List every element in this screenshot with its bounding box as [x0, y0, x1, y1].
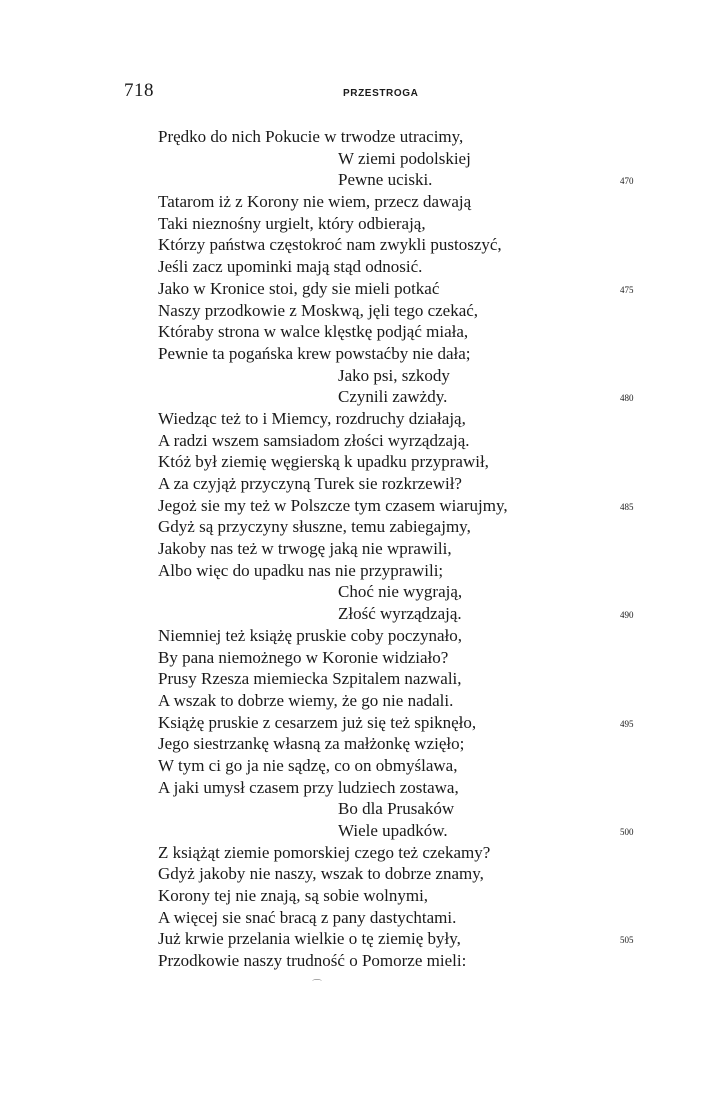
verse-line [0, 495, 720, 517]
verse-line [0, 885, 720, 907]
verse-line [0, 581, 720, 603]
verse-line [0, 950, 720, 972]
verse-line [0, 191, 720, 213]
verse-line [0, 928, 720, 950]
verse-line-text: W ziemi podolskiej [338, 148, 471, 168]
verse-line-text: Przodkowie naszy trudność o Pomorze mieli: [158, 951, 467, 971]
verse-line [0, 647, 720, 669]
running-title: PRZESTROGA [343, 88, 419, 99]
verse-line-text: Wiedząc też to i Miemcy, rozdruchy działają, [158, 408, 466, 428]
verse-line-text: A za czyjąż przyczyną Turek sie rozkrzewił? [158, 474, 462, 493]
verse-line [0, 213, 720, 235]
verse-line-text: Niemniej też książę pruskie coby poczynało, [158, 625, 462, 645]
verse-line-text: Choć nie wygrają, [338, 582, 463, 602]
verse-line-text: Jakoby nas też w trwogę jaką nie wprawili, [158, 539, 452, 559]
line-number: 480 [620, 393, 634, 404]
verse-line-text: A więcej sie snać bracą z pany dastychtami. [158, 907, 457, 927]
verse-line-text: Któraby strona w walce klęstkę podjąć miała, [158, 322, 469, 342]
line-number: 495 [620, 718, 634, 729]
line-number: 470 [620, 176, 634, 187]
line-number: 505 [620, 935, 634, 946]
verse-line [0, 234, 720, 256]
verse-line [0, 733, 720, 755]
verse-line [0, 625, 720, 647]
verse-line-text: Naszy przodkowie z Moskwą, jęli tego czekać, [158, 300, 479, 320]
verse-line [0, 798, 720, 820]
verse-line-text: Bo dla Prusaków [338, 799, 455, 819]
verse-line [0, 712, 720, 734]
verse-line [0, 907, 720, 929]
verse-line-text: W tym ci go ja nie sądzę, co on obmyślawa, [158, 755, 458, 775]
line-number: 485 [620, 501, 634, 512]
verse-line [0, 538, 720, 560]
verse-line-text: Korony tej nie znają, są sobie wolnymi, [158, 886, 429, 906]
verse-line-text: Albo więc do upadku nas nie przyprawili; [158, 560, 444, 580]
verse-line [0, 668, 720, 690]
verse-line [0, 408, 720, 430]
verse-line [0, 863, 720, 885]
verse-line [0, 169, 720, 191]
verse-line [0, 842, 720, 864]
verse-line-text: Książę pruskie z cesarzem już się też spiknęło, [158, 712, 477, 732]
verse-line [0, 321, 720, 343]
verse-line-text: Jeśli zacz upominki mają stąd odnosić. [158, 257, 423, 277]
verse-line-text: Złość wyrządzają. [338, 604, 462, 624]
verse-line-text: Którzy państwa częstokroć nam zwykli pustoszyć, [158, 235, 502, 255]
verse-line-text: Pewne uciski. [338, 170, 433, 190]
verse-line-text: By pana niemożnego w Koronie widziało? [158, 647, 449, 667]
verse-line [0, 451, 720, 473]
page-number: 718 [124, 80, 154, 101]
verse-line [0, 278, 720, 300]
verse-line [0, 690, 720, 712]
verse-line-text: Z książąt ziemie pomorskiej czego też czekamy? [158, 842, 491, 862]
verse-line [0, 473, 720, 495]
verse-line-text: A wszak to dobrze wiemy, że go nie nadali. [158, 690, 454, 710]
verse-line [0, 148, 720, 170]
verse-line-text: Jego siestrzankę własną za małżonkę wzięło; [158, 734, 465, 754]
printer-mark: ⌒ [312, 980, 322, 991]
verse-line-text: Pewnie ta pogańska krew powstaćby nie dała; [158, 343, 471, 363]
verse-line [0, 560, 720, 582]
verse-line [0, 300, 720, 322]
verse-line [0, 755, 720, 777]
line-number: 475 [620, 284, 634, 295]
verse-line [0, 256, 720, 278]
verse-line [0, 603, 720, 625]
verse-line-text: Prusy Rzesza miemiecka Szpitalem nazwali, [158, 669, 462, 689]
verse-line [0, 365, 720, 387]
verse-line [0, 343, 720, 365]
poem-verse [0, 126, 720, 972]
verse-line [0, 126, 720, 148]
verse-line-text: A jaki umysł czasem przy ludziech zostawa, [158, 777, 459, 797]
verse-line-text: Gdyż jakoby nie naszy, wszak to dobrze znamy, [158, 864, 484, 884]
verse-line-text: A radzi wszem samsiadom złości wyrządzają. [158, 430, 470, 450]
verse-line-text: Jako psi, szkody [338, 365, 450, 385]
verse-line-text: Taki nieznośny urgielt, który odbierają, [158, 213, 426, 233]
line-number: 500 [620, 827, 634, 837]
verse-line [0, 430, 720, 452]
verse-line-text: Już krwie przelania wielkie o tę ziemię były, [158, 929, 461, 949]
verse-line-text: Jako w Kronice stoi, gdy sie mieli potkać [158, 278, 440, 298]
verse-line [0, 820, 720, 842]
verse-line-text: Prędko do nich Pokucie w trwodze utracimy, [158, 127, 464, 146]
verse-line [0, 777, 720, 799]
verse-line-text: Gdyż są przyczyny słuszne, temu zabiegajmy, [158, 517, 471, 537]
verse-line-text: Tatarom iż z Korony nie wiem, przecz dawają [158, 192, 472, 212]
verse-line [0, 386, 720, 408]
verse-line-text: Czynili zawżdy. [338, 387, 448, 407]
verse-line [0, 516, 720, 538]
verse-line-text: Wiele upadków. [338, 821, 448, 840]
verse-line-text: Któż był ziemię węgierską k upadku przyprawił, [158, 452, 489, 472]
verse-line-text: Jegoż sie my też w Polszcze tym czasem wiarujmy, [158, 495, 508, 515]
line-number: 490 [620, 610, 634, 621]
